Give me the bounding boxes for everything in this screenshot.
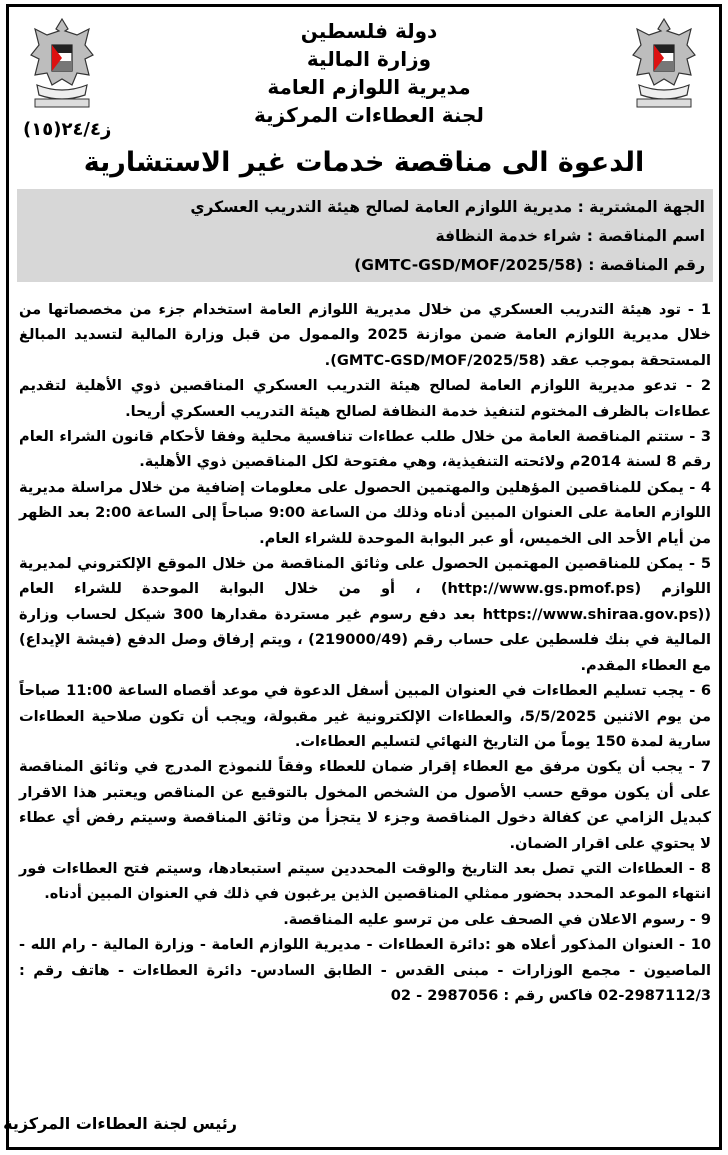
clause-10: 10 - العنوان المذكور أعلاه هو :دائرة العطاءات - مديرية اللوازم العامة - وزارة المالية - رام الله - الماصيون - مجمع الوزارات - مبنى القدس - الطابق السادس- دائرة العطاءات - هاتف رقم : 2987112/3-02 فاكس رقم : 2987056 - 02 <box>19 936 711 1004</box>
notice-body <box>19 297 711 1008</box>
signature-line: رئيس لجنة العطاءات المركزية <box>3 1114 237 1133</box>
clause-6: 6 - يجب تسليم العطاءات في العنوان المبين أسفل الدعوة في موعد أقصاه الساعة 11:00 صباحاً من يوم الاثنين 5/5/2025، والعطاءات الإلكترونية غير مقبولة، ويجب أن تكون صلاحية العطاءات سارية لمدة 150 يوماً من التاريخ النهائي لتسليم العطاءات. <box>19 682 711 750</box>
clause-3: 3 - ستتم المناقصة العامة من خلال طلب عطاءات تنافسية محلية وفقا لأحكام قانون الشراء العام رقم 8 لسنة 2014م ولائحته التنفيذية، وهي مفتوحة لكل المناقصين ذوي الأهلية. <box>19 428 711 471</box>
buyer-line: الجهة المشترية : مديرية اللوازم العامة لصالح هيئة التدريب العسكري <box>190 198 705 216</box>
clause-7: 7 - يجب أن يكون مرفق مع العطاء إقرار ضمان للعطاء وفقاً للنموذج المدرج في وثائق المناقصة على أن يكون موقع حسب الأصول من الشخص المخول بالتوقيع عن المناقص ويعتبر هذا الاقرار كبديل الزامي عن كفالة دخول المناقصة وجزء لا يتجزأ من وثائق المناقصة وسيتم رفض أي عطاء لا يحتوي على اقرار الضمان. <box>19 758 711 852</box>
state-name: دولة فلسطين <box>300 19 438 43</box>
clause-8: 8 - العطاءات التي تصل بعد التاريخ والوقت المحددين سيتم استبعادها، وسيتم فتح العطاءات فور انتهاء الموعد المحدد بحضور ممثلي المناقصين الذين يرغبون في ذلك في العنوان المبين أدناه. <box>19 859 711 903</box>
clause-9: 9 - رسوم الاعلان في الصحف على من ترسو عليه المناقصة. <box>283 910 711 928</box>
reference-number: ز٢٤/٤(١٥) <box>23 119 112 140</box>
tender-info-box <box>17 189 713 282</box>
clause-2: 2 - تدعو مديرية اللوازم العامة لصالح هيئة التدريب العسكري المناقصين ذوي الأهلية لتقديم عطاءات بالظرف المختوم لتنفيذ خدمة النظافة لصالح هيئة التدريب العسكري أريحا. <box>19 377 711 420</box>
directorate-name: مديرية اللوازم العامة <box>267 75 471 99</box>
palestine-emblem-icon <box>25 15 99 111</box>
letterhead <box>159 17 579 129</box>
tender-number-line: رقم المناقصة : (GMTC-GSD/MOF/2025/58) <box>354 256 705 274</box>
clause-5: 5 - يمكن للمناقصين المهتمين الحصول على وثائق المناقصة من خلال الموقع الإلكتروني لمديرية اللوازم (http://www.gs.pmof.ps) ، أو من خلال البوابة الموحدة للشراء العام ((https://www.shiraa.gov.ps بعد دفع رسوم غير مستردة مقدارها 300 شيكل لحساب وزارة المالية في بنك فلسطين على حساب رقم (219000/49) ، ويتم إرفاق وصل الدفع (فيشة الإيداع) مع العطاء المقدم. <box>19 555 711 674</box>
ministry-name: وزارة المالية <box>306 47 432 71</box>
tender-notice <box>3 4 722 1150</box>
tender-name-line: اسم المناقصة : شراء خدمة النظافة <box>435 227 705 245</box>
clause-1: 1 - تود هيئة التدريب العسكري من خلال مديرية اللوازم العامة استخدام جزء من مخصصاتها من خلال مديرية اللوازم العامة ضمن موازنة 2025 والممول من قبل وزارة المالية لتسديد المبالغ المستحقة بموجب عقد (GMTC-GSD/MOF/2025/58). <box>19 301 712 369</box>
notice-title: الدعوة الى مناقصة خدمات غير الاستشارية <box>83 147 645 178</box>
palestine-emblem-icon <box>627 15 701 111</box>
committee-name: لجنة العطاءات المركزية <box>254 103 484 127</box>
clause-4: 4 - يمكن للمناقصين المؤهلين والمهتمين الحصول على معلومات إضافية من خلال مراسلة مديرية اللوازم العامة على العنوان المبين أدناه وذلك من الساعة 9:00 صباحاً إلى الساعة 2:00 بعد الظهر من أيام الأحد الى الخميس، أو عبر البوابة الموحدة للشراء العام. <box>19 478 711 547</box>
